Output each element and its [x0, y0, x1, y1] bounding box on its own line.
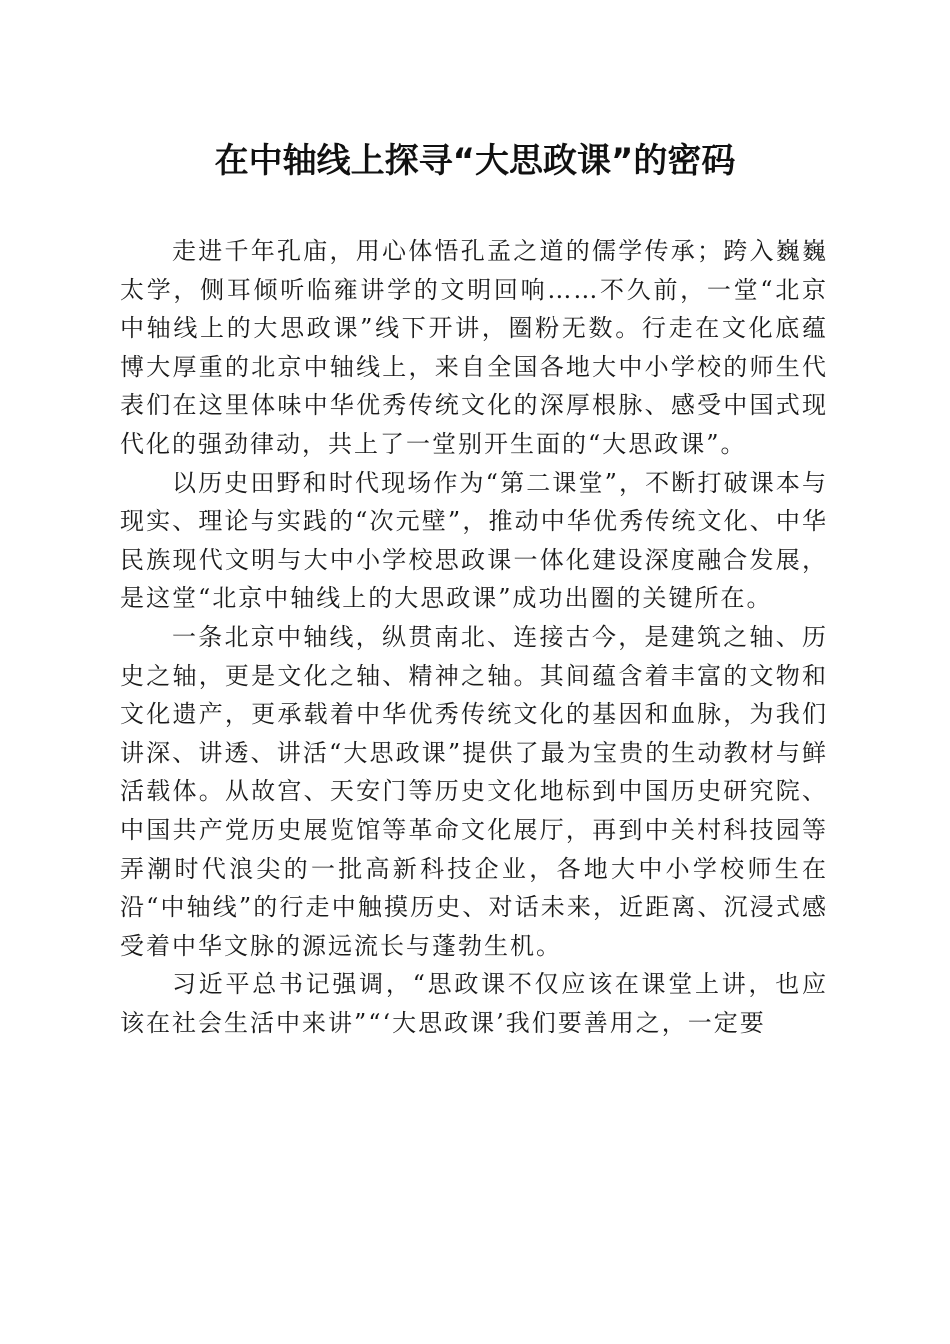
document-title: 在中轴线上探寻“大思政课”的密码: [214, 141, 736, 181]
paragraph-4: 习近平总书记强调，“思政课不仅应该在课堂上讲，也应该在社会生活中来讲”“‘大思政课’我们要善用之，一定要: [120, 970, 828, 1037]
paragraph-1: 走进千年孔庙，用心体悟孔孟之道的儒学传承；跨入巍巍太学，侧耳倾听临雍讲学的文明回响……不久前，一堂“北京中轴线上的大思政课”线下开讲，圈粉无数。行走在文化底蕴博大厚重的北京中轴线上，来自全国各地大中小学校的师生代表们在这里体味中华优秀传统文化的深厚根脉、感受中国式现代化的强劲律动，共上了一堂别开生面的“大思政课”。: [120, 237, 828, 458]
paragraph-2: 以历史田野和时代现场作为“第二课堂”，不断打破课本与现实、理论与实践的“次元壁”，推动中华优秀传统文化、中华民族现代文明与大中小学校思政课一体化建设深度融合发展，是这堂“北京中轴线上的大思政课”成功出圈的关键所在。: [120, 468, 828, 613]
document-body: [120, 232, 828, 1042]
paragraph-3: 一条北京中轴线，纵贯南北、连接古今，是建筑之轴、历史之轴，更是文化之轴、精神之轴。其间蕴含着丰富的文物和文化遗产，更承载着中华优秀传统文化的基因和血脉，为我们讲深、讲透、讲活“大思政课”提供了最为宝贵的生动教材与鲜活载体。从故宫、天安门等历史文化地标到中国历史研究院、中国共产党历史展览馆等革命文化展厅，再到中关村科技园等弄潮时代浪尖的一批高新科技企业，各地大中小学校师生在沿“中轴线”的行走中触摸历史、对话未来，近距离、沉浸式感受着中华文脉的源远流长与蓬勃生机。: [120, 622, 828, 960]
